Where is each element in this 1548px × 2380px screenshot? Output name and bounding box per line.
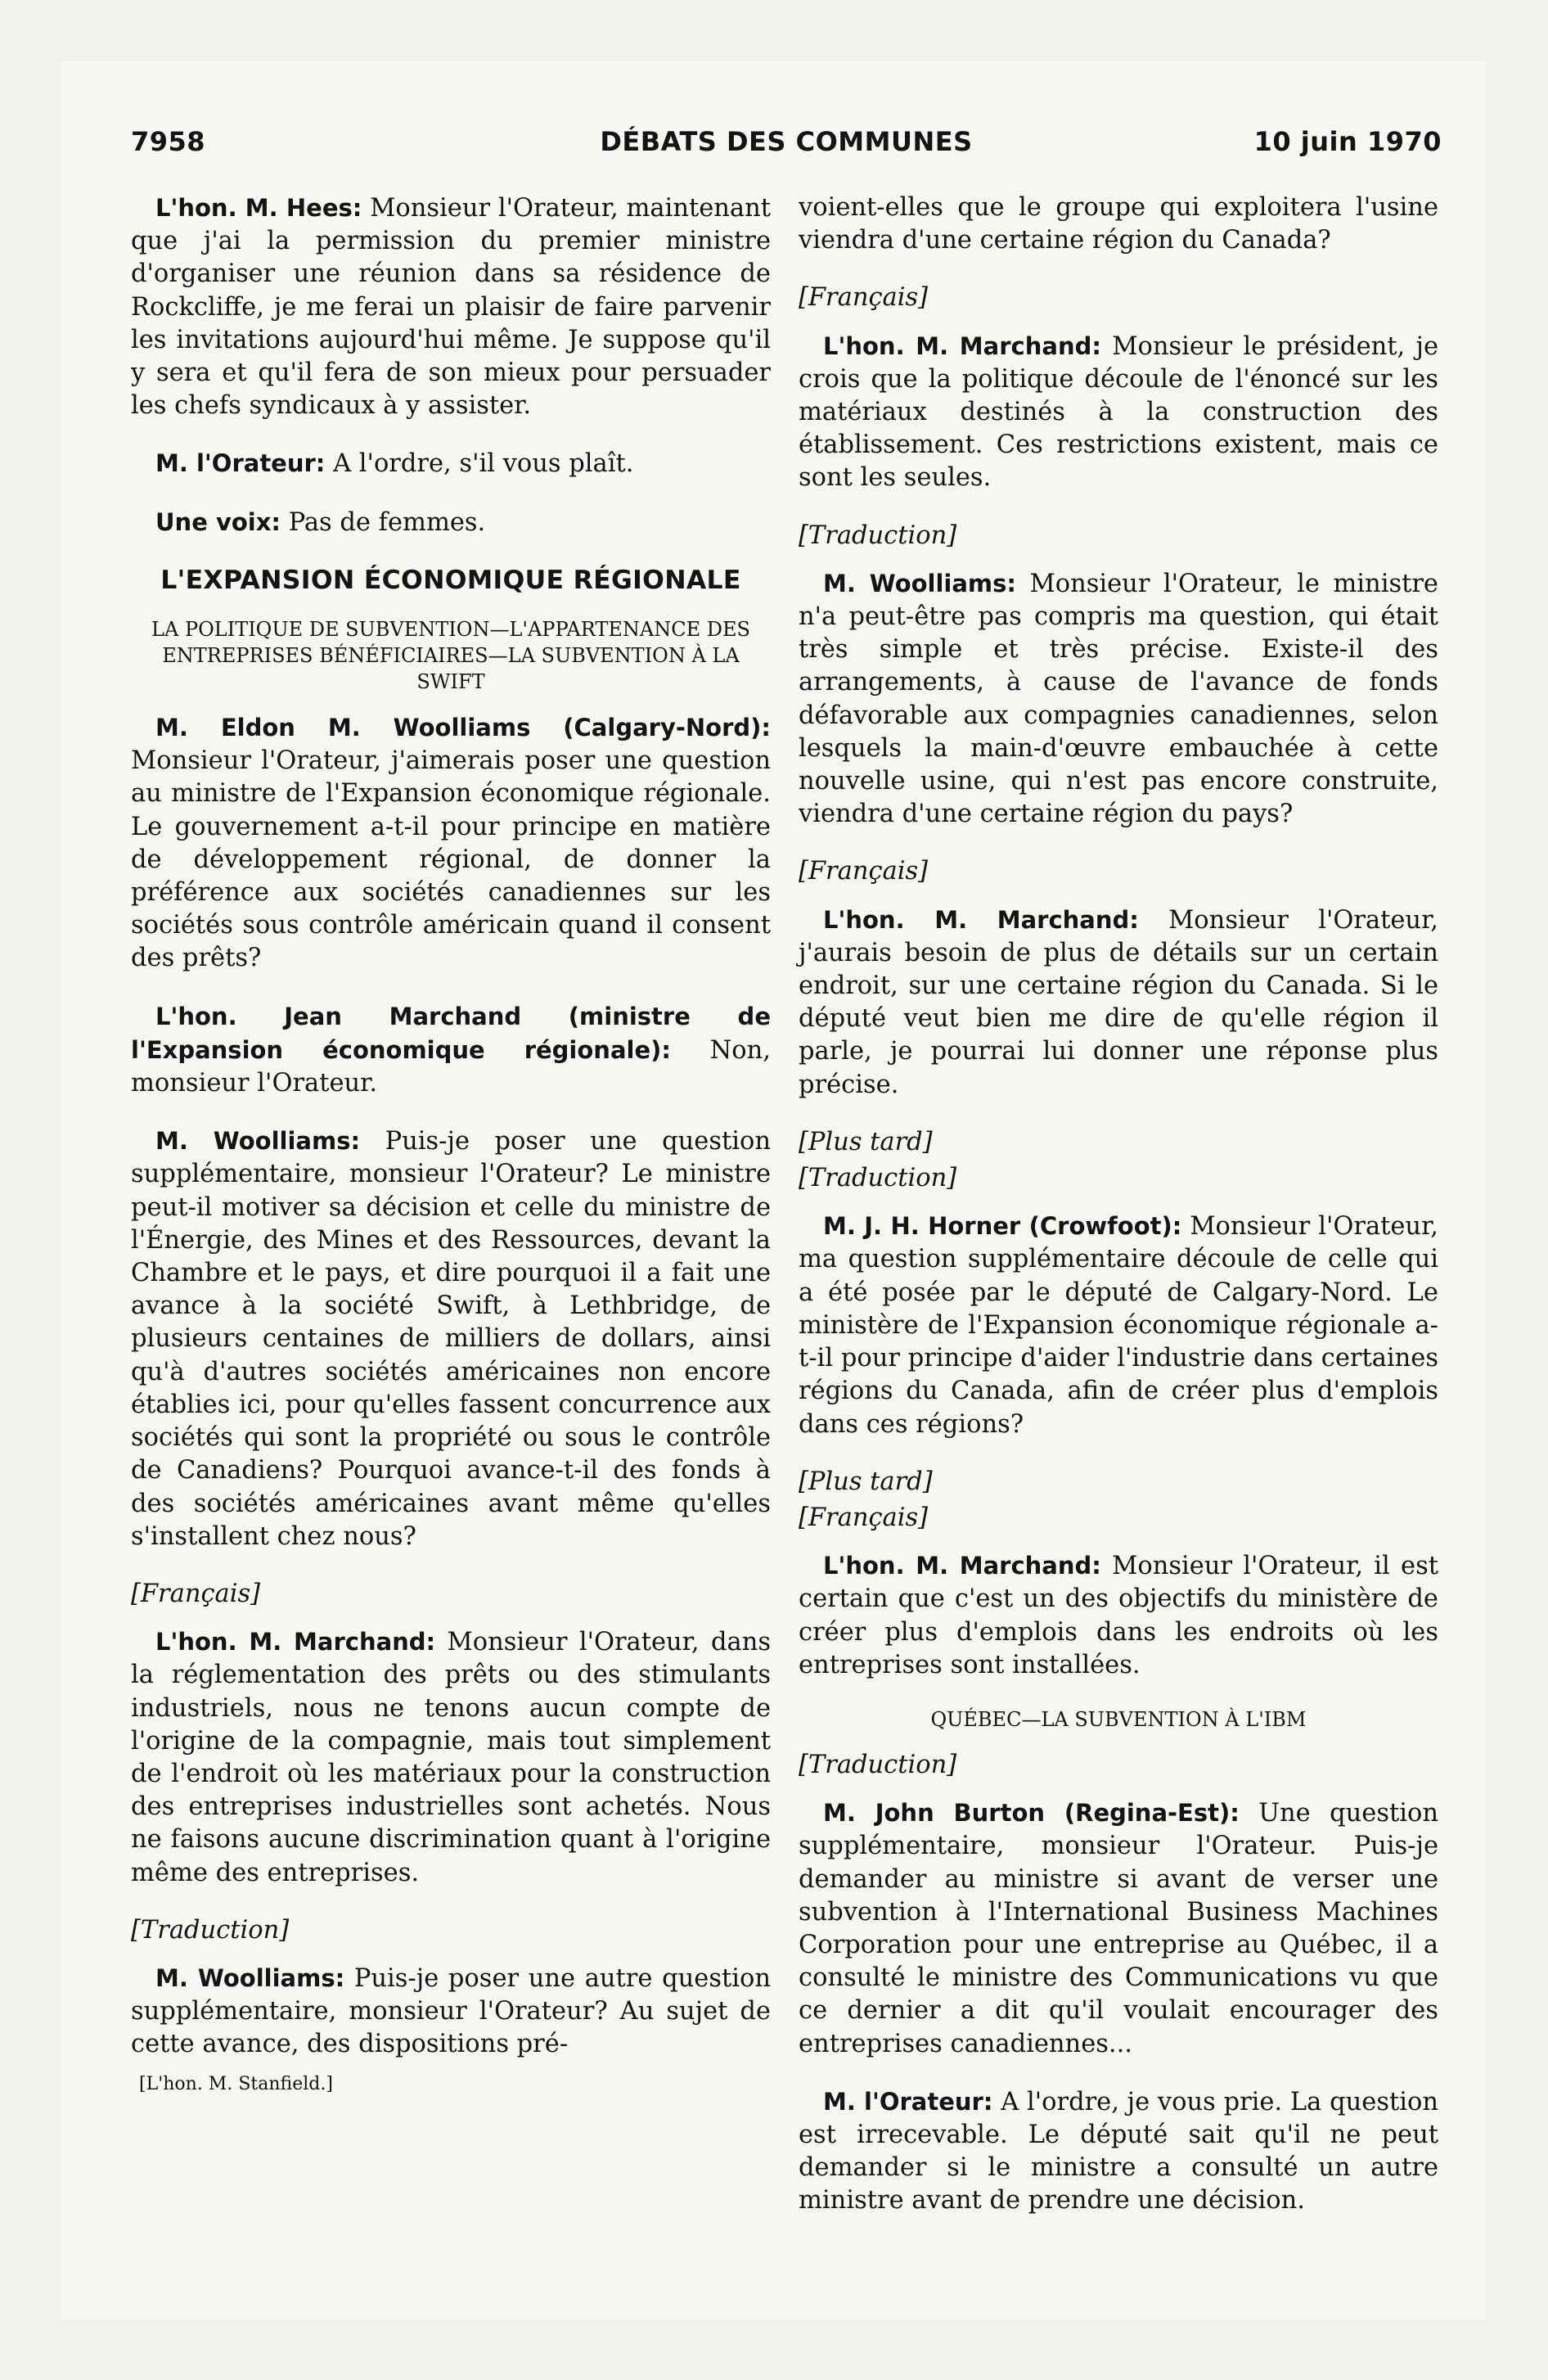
right-column	[799, 192, 1438, 2243]
speech-text: Monsieur l'Orateur, j'aurais besoin de plus de détails sur un certain endroit, sur une certaine région du Canada. Si le député veut bien me dire de qu'elle région il parle, je pourrai lui donner une réponse plus précise.	[799, 905, 1439, 1099]
speaker-name: M. J. H. Horner (Crowfoot):	[823, 1212, 1182, 1241]
page-footer: [L'hon. M. Stanfield.]	[139, 2073, 333, 2094]
speech-text: voient-elles que le groupe qui exploitera l'usine viendra d'une certaine région du Canada?	[799, 193, 1438, 255]
issue-date: 10 juin 1970	[1253, 126, 1442, 157]
speaker-name: L'hon. M. Marchand:	[823, 905, 1139, 934]
speech-text: A l'ordre, je vous prie. La question est irrecevable. Le député sait qu'il ne peut demander si le ministre a consulté un autre ministre avant de prendre une décision.	[799, 2087, 1438, 2215]
speaker-name: M. John Burton (Regina-Est):	[823, 1799, 1240, 1828]
paragraph	[799, 2085, 1438, 2218]
paragraph	[131, 711, 771, 976]
speech-text: Non, monsieur l'Orateur.	[131, 1035, 771, 1098]
speech-text: Puis-je poser une question supplémentaire, monsieur l'Orateur? Le ministre peut-il motiver sa décision et celle du ministre de l'Énergie, des Mines et des Ressources, devant la Chambre et le pays, et dire pourquoi il a fait une avance à la société Swift, à Lethbridge, de plusieurs centaines de milliers de dollars, ainsi qu'à d'autres sociétés américaines non encore établies ici, pour qu'elles fassent concurrence aux sociétés qui sont la propriété ou sous le contrôle de Canadiens? Pourquoi avance-t-il des fonds à des sociétés américaines avant même qu'elles s'installent chez nous?	[131, 1127, 771, 1551]
speaker-name: Une voix:	[155, 507, 281, 536]
paragraph	[131, 447, 771, 480]
paragraph	[799, 904, 1438, 1102]
speaker-name: M. Woolliams:	[155, 1963, 345, 1992]
speaker-name: L'hon. M. Marchand:	[823, 1552, 1101, 1580]
paragraph	[131, 1625, 771, 1890]
paragraph	[799, 1549, 1438, 1682]
speaker-name: M. Woolliams:	[155, 1127, 361, 1156]
subheading: QUÉBEC—LA SUBVENTION À L'IBM	[930, 1707, 1307, 1731]
language-note: [Plus tard]	[799, 1467, 933, 1496]
language-note: [Français]	[799, 857, 929, 886]
paragraph	[799, 567, 1438, 832]
speech-text: Monsieur l'Orateur, dans la réglementation des prêts ou des stimulants industriels, nous ne tenons aucun compte de l'origine de la compagnie, mais tout simplement de l'endroit où les matériaux pour la construction des entreprises industrielles sont achetés. Nous ne faisons aucune discrimination quant à l'origine même des entreprises.	[131, 1628, 771, 1887]
left-column	[131, 192, 771, 2101]
speaker-name: M. Eldon M. Woolliams (Calgary-Nord):	[155, 714, 771, 742]
speaker-name: L'hon. M. Hees:	[155, 194, 362, 222]
speech-text: Monsieur l'Orateur, ma question supplémentaire découle de celle qui a été posée par le député de Calgary-Nord. Le ministère de l'Expansion économique régionale a-t-il pour principe d'aider l'industrie dans certaines régions du Canada, afin de créer plus d'emplois dans ces régions?	[799, 1212, 1438, 1439]
subheading: LA POLITIQUE DE SUBVENTION—L'APPARTENANCE DES ENTREPRISES BÉNÉFICIAIRES—LA SUBVENTION À LA SWIFT	[151, 618, 750, 694]
speech-text: Monsieur l'Orateur, j'aimerais poser une question au ministre de l'Expansion économique régionale. Le gouvernement a-t-il pour principe en matière de développement régional, de donner la préférence aux sociétés canadiennes sur les sociétés sous contrôle américain quand il consent des prêts?	[131, 746, 771, 973]
speech-text: A l'ordre, s'il vous plaît.	[325, 449, 634, 479]
language-note: [Plus tard]	[799, 1127, 933, 1156]
speaker-name: L'hon. M. Marchand:	[155, 1628, 436, 1657]
speaker-name: L'hon. M. Marchand:	[823, 331, 1101, 360]
speech-text: Monsieur l'Orateur, maintenant que j'ai la permission du premier ministre d'organiser une réunion dans sa résidence de Rockcliffe, je me ferai un plaisir de faire parvenir les invitations aujourd'hui même. Je suppose qu'il y sera et qu'il fera de son mieux pour persuader les chefs syndicaux à y assister.	[131, 194, 771, 421]
paragraph	[131, 506, 771, 539]
paragraph	[799, 1210, 1438, 1440]
paragraph	[131, 1962, 771, 2062]
paragraph	[131, 192, 771, 422]
section-title: L'EXPANSION ÉCONOMIQUE RÉGIONALE	[160, 565, 741, 595]
paragraph	[799, 1796, 1438, 2061]
speaker-name: M. l'Orateur:	[823, 2087, 993, 2116]
speaker-name: M. Woolliams:	[823, 569, 1017, 597]
speaker-name: L'hon. Jean Marchand (ministre de l'Expansion économique régionale):	[131, 1002, 771, 1064]
speech-text: Pas de femmes.	[281, 507, 486, 537]
publication-title: DÉBATS DES COMMUNES	[600, 126, 973, 157]
paragraph	[131, 1125, 771, 1553]
language-note: [Traduction]	[799, 1750, 957, 1779]
speech-text: Monsieur l'Orateur, le ministre n'a peut-être pas compris ma question, qui était très simple et très précise. Existe-il des arrangements, à cause de l'avance de fonds défavorable aux compagnies canadiennes, selon lesquels la main-d'œuvre embauchée à cette nouvelle usine, qui n'est pas encore construite, viendra d'une certaine région du pays?	[799, 569, 1438, 829]
language-note: [Traduction]	[799, 1164, 957, 1193]
speaker-name: M. l'Orateur:	[155, 449, 326, 478]
speech-text: Monsieur le président, je crois que la politique découle de l'énoncé sur les matériaux destinés à la construction des établissement. Ces restrictions existent, mais ce sont les seules.	[799, 331, 1438, 493]
page-number: 7958	[131, 126, 206, 157]
language-note: [Traduction]	[799, 521, 957, 550]
speech-text: Puis-je poser une autre question supplémentaire, monsieur l'Orateur? Au sujet de cette avance, des dispositions pré-	[131, 1963, 771, 2059]
language-note: [Français]	[131, 1579, 261, 1608]
speech-text: Monsieur l'Orateur, il est certain que c'est un des objectifs du ministère de créer plus d'emplois dans les endroits où les entreprises sont installées.	[799, 1552, 1439, 1679]
paragraph	[799, 192, 1438, 257]
language-note: [Français]	[799, 1503, 929, 1532]
paragraph	[799, 330, 1438, 495]
language-note: [Français]	[799, 283, 929, 313]
page-header	[131, 126, 1442, 175]
paragraph	[131, 1000, 771, 1101]
page	[61, 61, 1486, 2319]
language-note: [Traduction]	[131, 1915, 290, 1945]
speech-text: Une question supplémentaire, monsieur l'Orateur. Puis-je demander au ministre si avant de verser une subvention à l'International Business Machines Corporation pour une entreprise au Québec, il a consulté le ministre des Communications vu que ce dernier a dit qu'il voulait encourager des entreprises canadiennes...	[799, 1799, 1438, 2058]
